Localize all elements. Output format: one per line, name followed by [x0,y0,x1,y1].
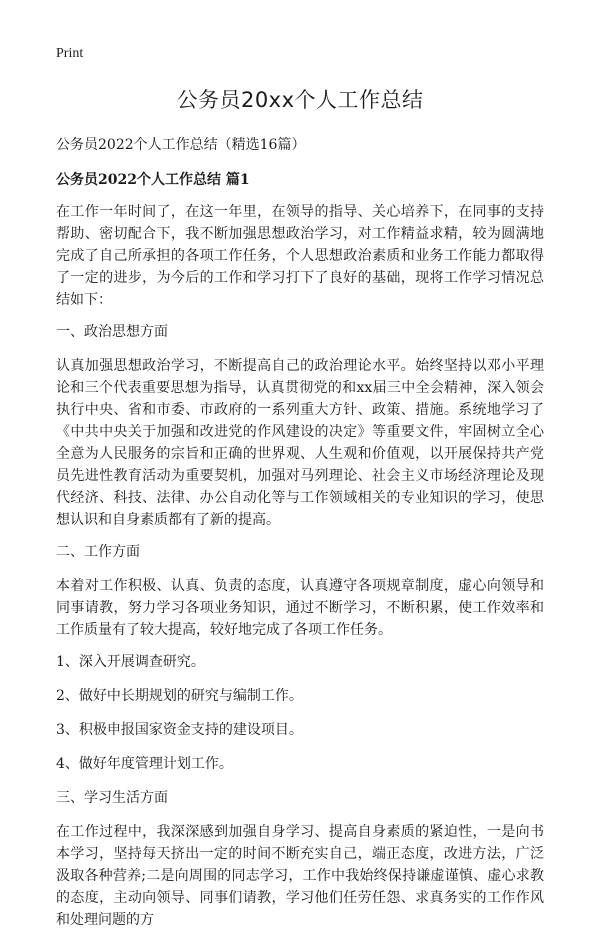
study-paragraph: 在工作过程中，我深深感到加强自身学习、提高自身素质的紧迫性，一是向书本学习，坚持每天挤出一定的时间不断充实自己，端正态度，改进方法，广泛汲取各种营养;二是向周围的同志学习，工作中我始终保持谦虚谨慎、虚心求教的态度，主动向领导、同事们请教，学习他们任劳任怨、求真务实的工作作风和处理问题的方 [56,824,544,928]
list-item: 2、做好中长期规划的研究与编制工作。 [56,688,303,704]
heading-study: 三、学习生活方面 [56,790,168,806]
political-paragraph: 认真加强思想政治学习，不断提高自己的政治理论水平。始终坚持以邓小平理论和三个代表重要思想为指导，认真贯彻党的和xx届三中全会精神，深入领会执行中央、省和市委、市政府的一系列重大方针、政策、措施。系统地学习了《中共中央关于加强和改进党的作风建设的决定》等重要文件，牢固树立全心全意为人民服务的宗旨和正确的世界观、人生观和价值观，以开展保持共产党员先进性教育活动为重要契机，加强对马列理论、社会主义市场经济理论及现代经济、科技、法律、办公自动化等与工作领域相关的专业知识的学习，使思想认识和自身素质都有了新的提高。 [56,358,544,528]
list-item: 1、深入开展调查研究。 [56,654,205,670]
page-title: 公务员20xx个人工作总结 [176,88,424,112]
list-item: 3、积极申报国家资金支持的建设项目。 [56,722,303,738]
list-item: 4、做好年度管理计划工作。 [56,756,233,772]
heading-work: 二、工作方面 [56,544,140,560]
document-subtitle: 公务员2022个人工作总结（精选16篇） [56,137,306,153]
work-paragraph: 本着对工作积极、认真、负责的态度，认真遵守各项规章制度，虚心向领导和同事请教，努力学习各项业务知识，通过不断学习，不断积累，使工作效率和工作质量有了较大提高，较好地完成了各项工作任务。 [56,578,544,638]
heading-political: 一、政治思想方面 [56,324,168,340]
section-title: 公务员2022个人工作总结 篇1 [56,172,250,188]
print-link[interactable]: Print [56,46,84,61]
intro-paragraph: 在工作一年时间了，在这一年里，在领导的指导、关心培养下，在同事的支持帮助、密切配合下，我不断加强思想政治学习，对工作精益求精，较为圆满地完成了自己所承担的各项工作任务，个人思想政治素质和业务工作能力都取得了一定的进步，为今后的工作和学习打下了良好的基础，现将工作学习情况总结如下： [56,204,544,308]
